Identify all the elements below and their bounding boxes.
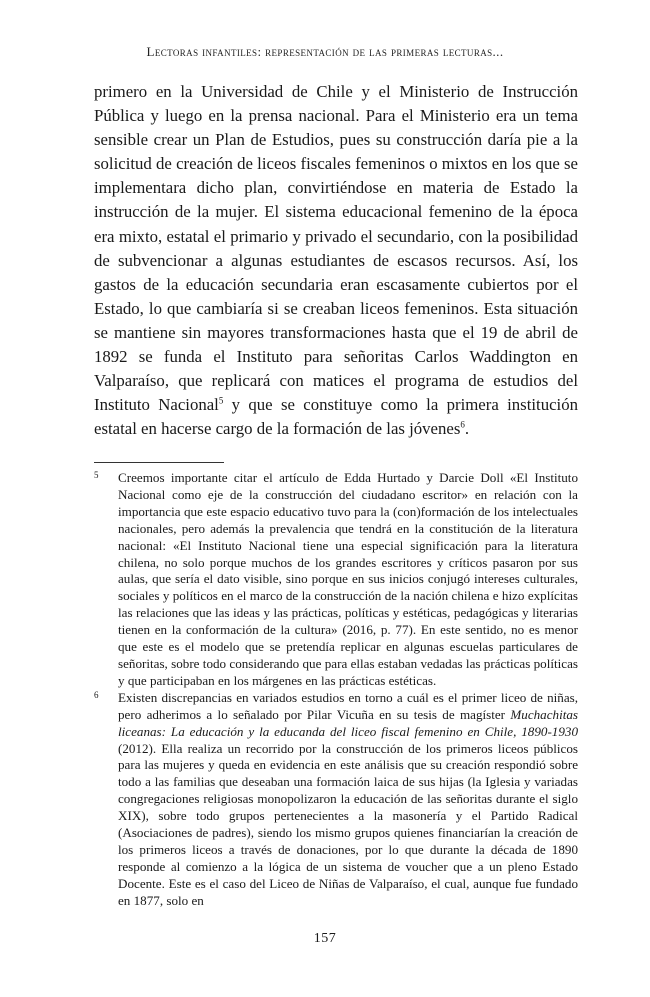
footnotes [94,470,578,910]
footnote-number: 6 [94,689,99,700]
footnote-text: Existen discrepancias en variados estudios en torno a cuál es el primer liceo de niñas, pero adherimos a lo señalado por Pilar Vicuña en su tesis de magíster [118,689,578,722]
footnote-ref-6: 6 [460,419,465,430]
thesis-title: Muchachitas liceanas: La educación y la educanda del liceo fiscal femenino en Chile, 1890-1930 [118,706,578,739]
body-paragraph [94,80,578,441]
running-head: Lectoras infantiles: representación de las primeras lecturas... [146,44,504,59]
main-text [94,80,578,441]
footnote-number: 5 [94,470,99,480]
footnote-separator [94,462,224,463]
footnote-ref-5: 5 [218,395,224,406]
page-number: 157 [313,931,337,946]
paragraph-text: primero en la Universidad de Chile y el Ministerio de Instrucción Pública y luego en la prensa nacional. Para el Ministerio era un tema sensible crear un Plan de Estudios, pues su construcción daría pie a la solicitud de creación de liceos fiscales femeninos o mixtos en los que se implementara dicho plan, convirtiéndose en materia de Estado la instrucción de la mujer. El sistema educacional femenino de la época era mixto, estatal el primario y privado el secundario, con la posibilidad de subvencionar a algunas estudiantes de escasos recursos. Así, los gastos de la educación secundaria eran escasamente cubiertos por el Estado, lo que cambiaría si se creaban liceos femeninos. Esta situación se mantiene sin mayores transformaciones hasta que el 19 de abril de 1892 se funda el Instituto para señoritas Carlos Waddington en Valparaíso, que replicará con matices el programa de estudios del Instituto Nacional [94,82,578,415]
footnote-text: Creemos importante citar el artículo de Edda Hurtado y Darcie Doll «El Instituto Nacional como eje de la construcción del ciudadano escritor» en relación con la importancia que este espacio educativo tuvo para la (con)formación de los intelectuales nacionales, pero además la prevalencia que tendrá en la constitución de la literatura nacional: «El Instituto Nacional tiene una especial significación para la literatura chilena, no solo porque muchos de los grandes escritores y críticos pasaron por sus aulas, que sería el dato visible, sino porque en sus inicios conjugó intereses culturales, sociales y políticos en el marco de la construcción de la nación chilena e hizo explícitas las relaciones que las ideas y las prácticas, políticas y estéticas, pedagógicas y literarias tienen en la conformación de la cultura» (2016, p. 77). En este sentido, no es menor que este es el modelo que se pretendía replicar en algunas escuelas particulares de señoritas, sobre todo considerando que para ellas estaban vedadas las prácticas políticas y que participaban en los márgenes en las prácticas estéticas. [118,470,578,688]
footnote-5 [94,470,578,690]
footnote-text-continued: (2012). Ella realiza un recorrido por la construcción de los primeros liceos públicos para las mujeres y queda en evidencia en este análisis que su creación respondió sobre todo a las familias que deseaban una formación laica de sus hijas (la Iglesia y variadas congregaciones religiosas monopolizaron la educación de las señoritas durante el siglo XIX), sobre todo grupos pertenecientes a la masonería y el Partido Radical (Asociaciones de padres), siendo los mismo grupos quienes financiarían la creación de los primeros liceos a través de donaciones, por lo que durante la década de 1890 responde al comienzo a la lógica de un sistema de voucher que a un pleno Estado Docente. Este es el caso del Liceo de Niñas de Valparaíso, el cual, aunque fue fundado en 1877, solo en [118,740,578,908]
paragraph-text-continued: y que se constituye como la primera institución estatal en hacerse cargo de la formación de las jóvenes [94,395,578,439]
footnote-6 [94,690,578,910]
paragraph-end: . [464,419,470,439]
